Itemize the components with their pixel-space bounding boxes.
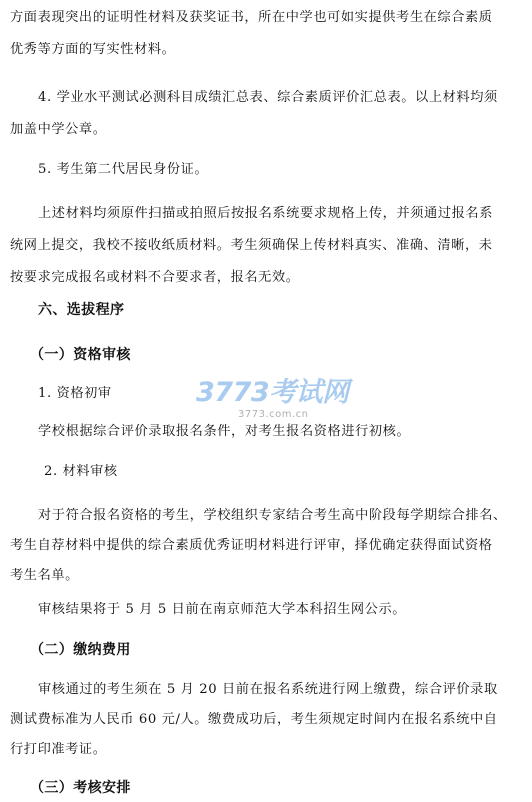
materials-paragraph-line-2: 优秀等方面的写实性材料。 (10, 42, 176, 57)
review-paragraph-line-2: 考生自荐材料中提供的综合素质优秀证明材料进行评审，择优确定获得面试资格 (10, 538, 493, 553)
materials-paragraph-line-1: 方面表现突出的证明性材料及获奖证书，所在中学也可如实提供考生在综合素质 (10, 10, 493, 25)
fee-paragraph-line-2: 测试费标准为人民币 60 元/人。缴费成功后，考生须规定时间内在报名系统中自 (10, 712, 498, 727)
item-5: 5. 考生第二代居民身份证。 (38, 162, 209, 177)
upload-paragraph-line-1: 上述材料均须原件扫描或拍照后按报名系统要求规格上传，并须通过报名系 (38, 206, 493, 221)
subsection-3-heading: （三）考核安排 (30, 780, 131, 796)
review-paragraph-line-1: 对于符合报名资格的考生，学校组织专家结合考生高中阶段每学期综合排名、 (38, 508, 507, 523)
publish-paragraph: 审核结果将于 5 月 5 日前在南京师范大学本科招生网公示。 (38, 602, 407, 617)
upload-paragraph-line-3: 按要求完成报名或材料不合要求者，报名无效。 (10, 270, 300, 285)
upload-paragraph-line-2: 统网上提交，我校不接收纸质材料。考生须确保上传材料真实、准确、清晰，未 (10, 238, 493, 253)
fee-paragraph-line-3: 行打印准考证。 (10, 742, 107, 757)
step-2-title: 2. 材料审核 (44, 464, 118, 479)
item-4-line-1: 4. 学业水平测试必测科目成绩汇总表、综合素质评价汇总表。以上材料均须 (38, 90, 498, 105)
subsection-2-heading: （二）缴纳费用 (30, 642, 131, 658)
item-4-line-2: 加盖中学公章。 (10, 122, 107, 137)
step-1-text: 学校根据综合评价录取报名条件，对考生报名资格进行初核。 (38, 424, 411, 439)
step-1-title: 1. 资格初审 (38, 386, 112, 401)
section-6-heading: 六、选拔程序 (38, 302, 125, 318)
fee-paragraph-line-1: 审核通过的考生须在 5 月 20 日前在报名系统进行网上缴费，综合评价录取 (38, 682, 498, 697)
subsection-1-heading: （一）资格审核 (30, 347, 131, 363)
review-paragraph-line-3: 考生名单。 (10, 568, 79, 583)
watermark-url: 3773.com.cn (238, 409, 309, 420)
watermark-brand: 3773考试网 (196, 377, 349, 408)
